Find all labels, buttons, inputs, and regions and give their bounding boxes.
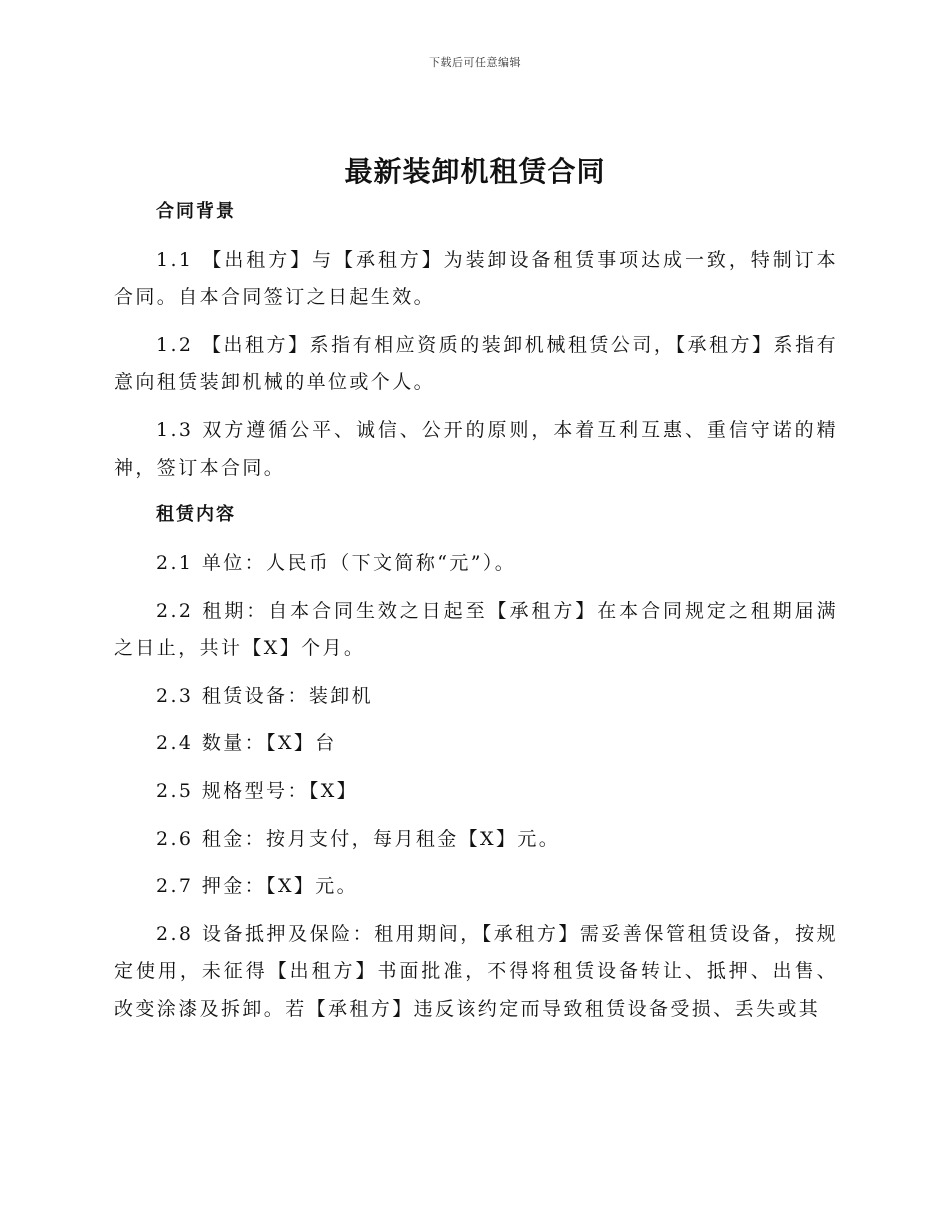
clause-2-7: 2.7 押金：【X】元。 — [156, 875, 359, 898]
clause-1-2: 1.2 【出租方】系指有相应资质的装卸机械租赁公司，【承租方】系指有意向租赁装卸机械的单位或个人。 — [114, 333, 838, 394]
document-title: 最新装卸机租赁合同 — [344, 155, 606, 188]
clause-2-1: 2.1 单位：人民币（下文简称“元”）。 — [156, 551, 517, 574]
clause-2-5: 2.5 规格型号：【X】 — [156, 779, 359, 802]
header-note: 下载后可任意编辑 — [429, 56, 521, 69]
clause-2-2: 2.2 租期：自本合同生效之日起至【承租方】在本合同规定之租期届满之日止，共计【X】个月。 — [114, 599, 838, 660]
section-heading-lease-content: 租赁内容 — [156, 504, 236, 526]
clause-2-3: 2.3 租赁设备：装卸机 — [156, 684, 374, 707]
clause-2-8: 2.8 设备抵押及保险：租用期间，【承租方】需妥善保管租赁设备，按规定使用，未征得【出租方】书面批准，不得将租赁设备转让、抵押、出售、改变涂漆及拆卸。若【承租方】违反该约定而导致租赁设备受损、丢失或其 — [114, 922, 838, 1020]
clause-1-1: 1.1 【出租方】与【承租方】为装卸设备租赁事项达成一致，特制订本合同。自本合同签订之日起生效。 — [114, 248, 838, 309]
document-body — [114, 194, 838, 1039]
section-heading-background: 合同背景 — [156, 201, 236, 222]
clause-1-3: 1.3 双方遵循公平、诚信、公开的原则，本着互利互惠、重信守诺的精神，签订本合同。 — [114, 419, 838, 479]
clause-2-6: 2.6 租金：按月支付，每月租金【X】元。 — [156, 827, 561, 850]
clause-2-4: 2.4 数量：【X】台 — [156, 732, 337, 755]
